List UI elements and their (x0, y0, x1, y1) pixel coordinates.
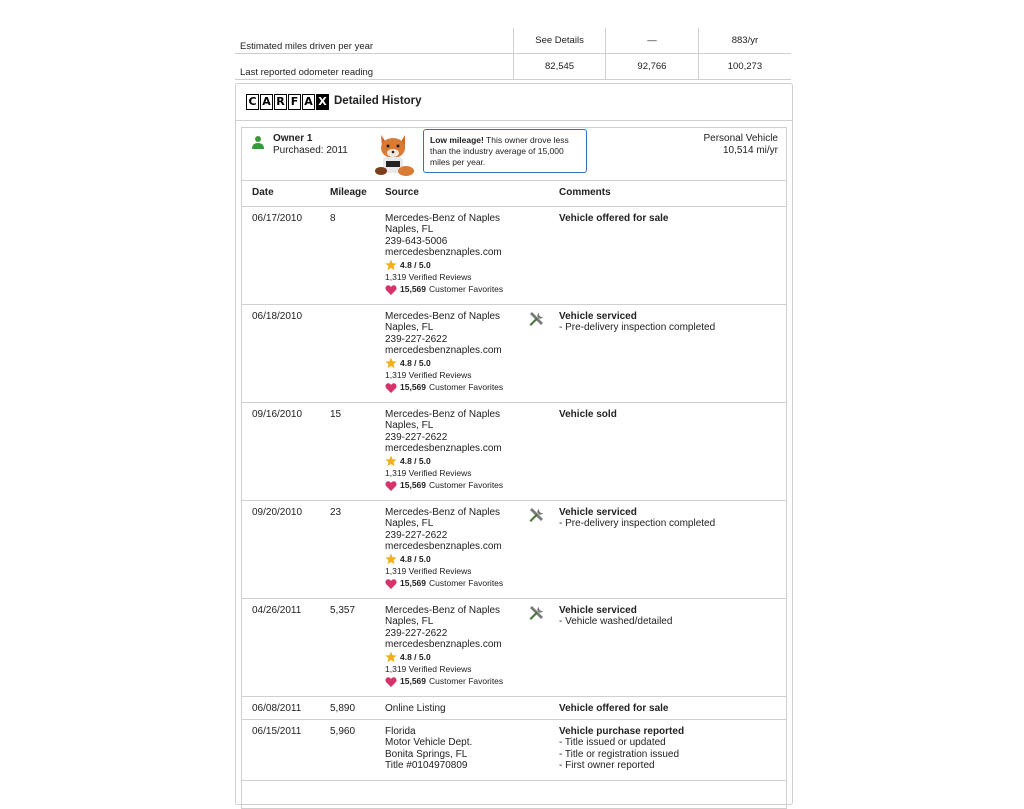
rating-value: 4.8 / 5.0 (400, 259, 431, 270)
source-line: mercedesbenznaples.com (385, 246, 502, 258)
summary-value: 92,766 (606, 54, 699, 80)
source-line: Mercedes-Benz of Naples (385, 605, 501, 616)
history-record-row (242, 599, 786, 697)
logo-letter: A (260, 94, 273, 110)
star-icon (385, 651, 397, 663)
star-icon (385, 357, 397, 369)
source-line: Naples, FL (385, 420, 434, 432)
owner-usage (704, 133, 779, 156)
source-line: Online Listing (385, 703, 446, 714)
comment-title: Vehicle purchase reported (559, 726, 685, 737)
owner-summary (242, 128, 786, 181)
dealer-rating (385, 259, 503, 271)
history-records (242, 207, 786, 781)
source-line: Florida (385, 726, 416, 737)
logo-letter: X (316, 94, 329, 110)
summary-value: 883/yr (698, 28, 791, 54)
comment-title: Vehicle offered for sale (559, 213, 669, 224)
history-header (236, 84, 792, 121)
source-line: 239-227-2622 (385, 627, 448, 639)
source-line: mercedesbenznaples.com (385, 442, 502, 454)
rating-value: 4.8 / 5.0 (400, 651, 431, 662)
source-line: 239-643-5006 (385, 235, 448, 247)
record-source (385, 703, 446, 714)
record-mileage: 5,357 (330, 605, 356, 616)
comment-line: - Pre-delivery inspection completed (559, 518, 716, 530)
record-mileage: 15 (330, 409, 342, 420)
dealer-rating (385, 553, 503, 565)
miles-per-year: 10,514 mi/yr (722, 144, 778, 156)
source-line: mercedesbenznaples.com (385, 344, 502, 356)
record-comments (559, 605, 672, 628)
source-line: Mercedes-Benz of Naples (385, 409, 501, 420)
customer-favorites (385, 479, 503, 492)
comment-title: Vehicle serviced (559, 605, 637, 616)
source-line: 239-227-2622 (385, 431, 448, 443)
favorites-count: 15,569 (400, 480, 426, 491)
record-comments (559, 409, 617, 420)
owner-purchased: Purchased: 2011 (273, 145, 348, 156)
comment-title: Vehicle serviced (559, 311, 637, 322)
wrench-icon (528, 507, 545, 524)
dealer-rating (385, 455, 503, 467)
record-source (385, 311, 503, 394)
record-source (385, 409, 503, 492)
favorites-count: 15,569 (400, 382, 426, 393)
favorites-count: 15,569 (400, 284, 426, 295)
wrench-icon (528, 311, 545, 328)
heart-icon (385, 578, 397, 590)
wrench-icon (528, 605, 545, 622)
verified-reviews: 1,319 Verified Reviews (385, 664, 472, 675)
fox-mascot-icon (372, 131, 418, 179)
comment-title: Vehicle serviced (559, 507, 637, 518)
history-record-row (242, 697, 786, 720)
favorites-count: 15,569 (400, 676, 426, 687)
favorites-count: 15,569 (400, 578, 426, 589)
source-line: Bonita Springs, FL (385, 748, 468, 760)
record-mileage: 5,890 (330, 703, 356, 714)
summary-value: See Details (514, 28, 606, 54)
record-date: 09/16/2010 (252, 409, 303, 420)
vehicle-type: Personal Vehicle (703, 133, 778, 144)
summary-value: — (606, 28, 699, 54)
record-mileage: 23 (330, 507, 342, 518)
favorites-label: Customer Favorites (429, 382, 504, 393)
summary-label: Last reported odometer reading (235, 54, 514, 80)
source-line: Naples, FL (385, 518, 434, 530)
source-line: Naples, FL (385, 224, 434, 236)
favorites-label: Customer Favorites (429, 480, 504, 491)
comment-line: - First owner reported (559, 759, 655, 771)
column-mileage: Mileage (330, 187, 367, 198)
customer-favorites (385, 381, 503, 394)
record-source (385, 507, 503, 590)
record-comments (559, 726, 684, 771)
source-line: Mercedes-Benz of Naples (385, 507, 501, 518)
history-record-row (242, 403, 786, 501)
star-icon (385, 553, 397, 565)
verified-reviews: 1,319 Verified Reviews (385, 370, 472, 381)
record-date: 06/15/2011 (252, 726, 302, 737)
source-line: Title #0104970809 (385, 759, 468, 771)
record-date: 06/17/2010 (252, 213, 303, 224)
comment-line: - Vehicle washed/detailed (559, 616, 673, 628)
source-line: mercedesbenznaples.com (385, 638, 502, 650)
dealer-rating (385, 357, 503, 369)
history-table-header (242, 181, 786, 207)
customer-favorites (385, 675, 503, 688)
source-line: Naples, FL (385, 616, 434, 628)
verified-reviews: 1,319 Verified Reviews (385, 272, 472, 283)
comment-title: Vehicle sold (559, 409, 617, 420)
record-date: 06/08/2011 (252, 703, 302, 714)
favorites-label: Customer Favorites (429, 284, 504, 295)
rating-value: 4.8 / 5.0 (400, 357, 431, 368)
record-date: 09/20/2010 (252, 507, 303, 518)
odometer-summary-table (235, 28, 791, 80)
comment-line: - Title issued or updated (559, 737, 666, 749)
owner-section (241, 127, 787, 809)
record-comments (559, 213, 669, 224)
summary-row (235, 54, 791, 80)
column-source: Source (385, 187, 419, 198)
record-source (385, 726, 472, 771)
record-mileage: 5,960 (330, 726, 356, 737)
star-icon (385, 259, 397, 271)
callout-bold: Low mileage! (430, 135, 484, 145)
heart-icon (385, 676, 397, 688)
carfax-logo (246, 94, 330, 110)
summary-row (235, 28, 791, 54)
heart-icon (385, 382, 397, 394)
verified-reviews: 1,319 Verified Reviews (385, 566, 472, 577)
summary-value: 100,273 (698, 54, 791, 80)
rating-value: 4.8 / 5.0 (400, 553, 431, 564)
dealer-rating (385, 651, 503, 663)
source-line: Motor Vehicle Dept. (385, 737, 473, 749)
verified-reviews: 1,319 Verified Reviews (385, 468, 472, 479)
record-date: 06/18/2010 (252, 311, 303, 322)
record-comments (559, 507, 715, 530)
heart-icon (385, 480, 397, 492)
summary-label: Estimated miles driven per year (235, 28, 514, 54)
record-comments (559, 703, 669, 714)
owner-title: Owner 1 (273, 133, 313, 144)
source-line: mercedesbenznaples.com (385, 540, 502, 552)
low-mileage-callout (423, 129, 587, 173)
record-date: 04/26/2011 (252, 605, 302, 616)
rating-value: 4.8 / 5.0 (400, 455, 431, 466)
star-icon (385, 455, 397, 467)
logo-letter: C (246, 94, 259, 110)
source-line: 239-227-2622 (385, 529, 448, 541)
record-source (385, 213, 503, 296)
history-record-row (242, 207, 786, 305)
comment-title: Vehicle offered for sale (559, 703, 669, 714)
callout-text: This owner drove less than the industry average of 15,000 miles per year. (430, 135, 569, 167)
history-record-row (242, 305, 786, 403)
person-icon (252, 135, 264, 149)
record-source (385, 605, 503, 688)
customer-favorites (385, 283, 503, 296)
logo-letter: F (288, 94, 301, 110)
logo-letter: R (274, 94, 287, 110)
history-title: Detailed History (334, 95, 422, 107)
summary-value: 82,545 (514, 54, 606, 80)
heart-icon (385, 284, 397, 296)
history-record-row (242, 720, 786, 781)
history-record-row (242, 501, 786, 599)
favorites-label: Customer Favorites (429, 676, 504, 687)
logo-letter: A (302, 94, 315, 110)
customer-favorites (385, 577, 503, 590)
record-comments (559, 311, 715, 334)
column-date: Date (252, 187, 274, 198)
source-line: Mercedes-Benz of Naples (385, 213, 501, 224)
source-line: Naples, FL (385, 322, 434, 334)
detailed-history-panel (235, 83, 793, 805)
source-line: Mercedes-Benz of Naples (385, 311, 501, 322)
comment-line: - Title or registration issued (559, 748, 680, 760)
column-comments: Comments (559, 187, 611, 198)
source-line: 239-227-2622 (385, 333, 448, 345)
favorites-label: Customer Favorites (429, 578, 504, 589)
record-mileage: 8 (330, 213, 336, 224)
comment-line: - Pre-delivery inspection completed (559, 322, 716, 334)
